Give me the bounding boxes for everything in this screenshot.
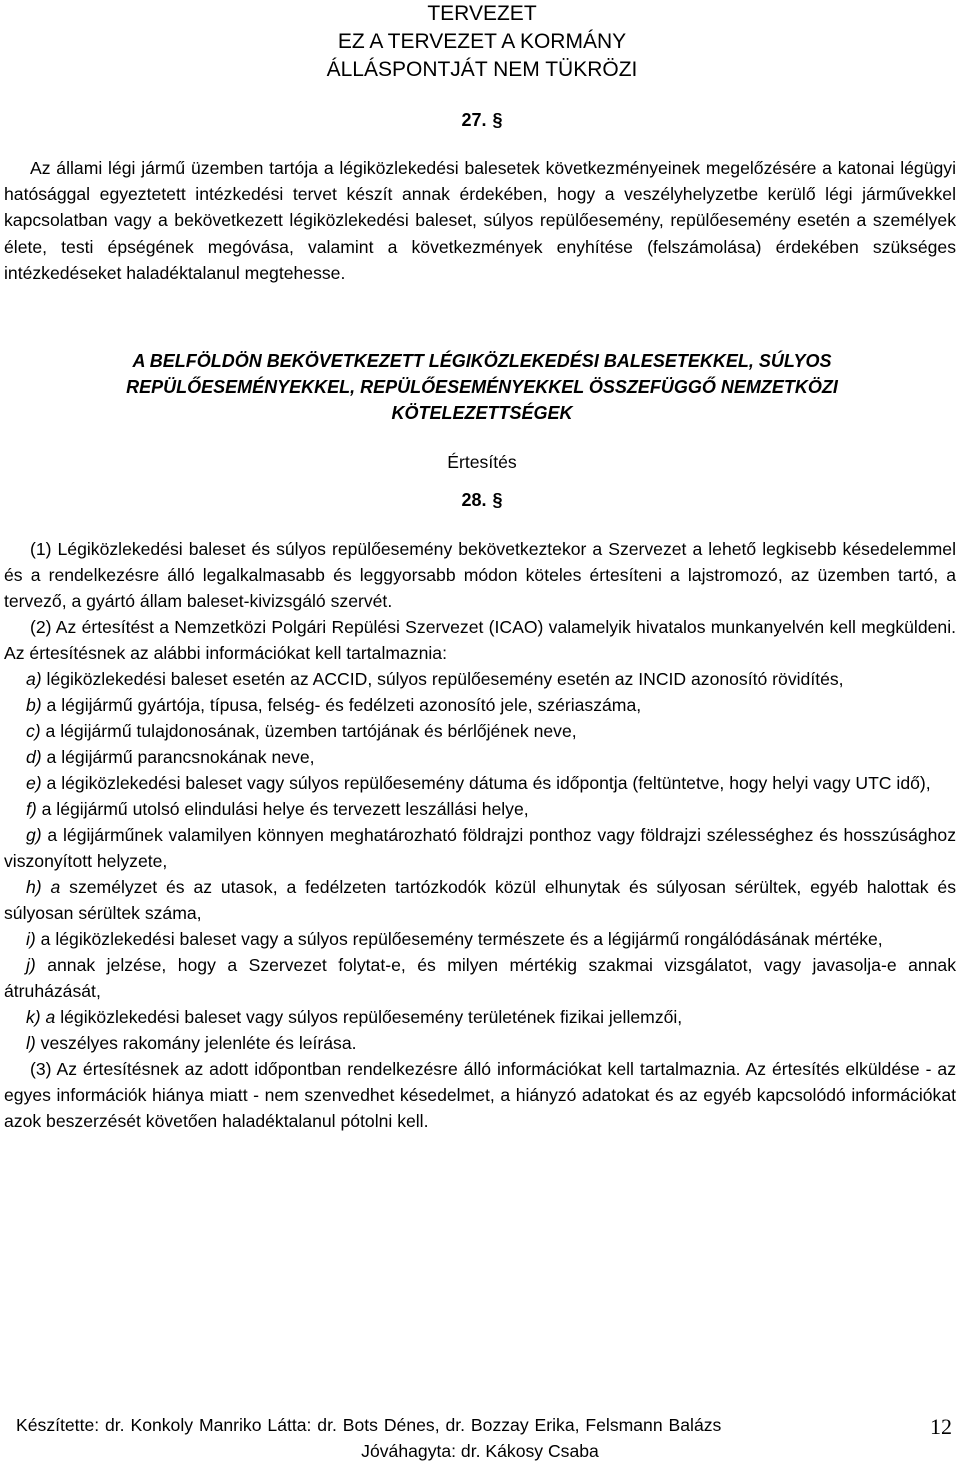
list-item (4, 926, 956, 952)
list-item-text: veszélyes rakomány jelenléte és leírása. (35, 1033, 357, 1054)
list-item (4, 796, 956, 822)
page-number: 12 (930, 1414, 952, 1439)
subtitle-notification: Értesítés (447, 452, 517, 473)
list-item (4, 692, 956, 718)
list-item-text: légiközlekedési baleset vagy súlyos repülőesemény területének fizikai jellemzői, (55, 1007, 683, 1028)
list-item (4, 744, 956, 770)
section-28-body (4, 536, 956, 1134)
paragraph-1: (1) Légiközlekedési baleset és súlyos repülőesemény bekövetkeztekor a Szervezet a lehető legkisebb késedelemmel és a rendelkezésre álló legalkalmasabb és leggyorsabb módon köteles értesíteni a lajstromozó, az üzemben tartó, a tervező, a gyártó állam baleset-kivizsgáló szervét. (4, 539, 956, 612)
draft-header-line: TERVEZET (427, 2, 537, 25)
list-item-text: légiközlekedési baleset esetén az ACCID, súlyos repülőesemény esetén az INCID azonosító rövidítés, (41, 669, 844, 690)
chapter-title-line: KÖTELEZETTSÉGEK (391, 403, 573, 424)
list-item-text: a légijármű tulajdonosának, üzemben tartójának és bérlőjének neve, (40, 721, 577, 742)
list-item-letter: b) (26, 695, 42, 716)
chapter-title-line: REPÜLŐESEMÉNYEKKEL, REPÜLŐESEMÉNYEKKEL ÖSSZEFÜGGŐ NEMZETKÖZI (126, 377, 838, 398)
list-item-text: a légijármű utolsó elindulási helye és tervezett leszállási helye, (36, 799, 529, 820)
list-item-text: a légiközlekedési baleset vagy a súlyos repülőesemény természete és a légijármű rongálódásának mértéke, (35, 929, 883, 950)
list-item-letter: i) (26, 929, 36, 950)
list-item (4, 1030, 956, 1056)
draft-header (4, 0, 960, 84)
list-item-text: a légiközlekedési baleset vagy súlyos repülőesemény dátuma és időpontja (feltüntetve, hogy helyi vagy UTC idő), (41, 773, 931, 794)
section-27-paragraph: Az állami légi jármű üzemben tartója a légiközlekedési balesetek következményeinek megelőzésére a katonai légügyi hatósággal egyeztetett intézkedési tervet készít annak érdekében, hogy a veszélyhelyzetbe kerülő légi járművekkel kapcsolatban vagy a bekövetkezett légiközlekedési baleset, súlyos repülőesemény, repülőesemény esetén a személyek élete, testi épségének megóvása, valamint a következmények enyhítése (felszámolása) érdekében szükséges intézkedéseket haladéktalanul megtehesse. (4, 158, 956, 283)
list-item-letter: a) (26, 669, 42, 690)
section-27-heading (4, 110, 960, 134)
footer-approver: Jóváhagyta: dr. Kákosy Csaba (361, 1441, 599, 1461)
list-item-letter: e) (26, 773, 42, 794)
list-item-text: a légijárműnek valamilyen könnyen meghatározható földrajzi ponthoz vagy földrajzi szélességhez és hosszúsághoz viszonyított helyzete, (4, 825, 956, 872)
item-list (4, 666, 956, 1056)
list-item-letter: d) (26, 747, 42, 768)
footer-authors: Készítette: dr. Konkoly Manriko Látta: dr. Bots Dénes, dr. Bozzay Erika, Felsmann Balázs (16, 1415, 722, 1435)
list-item-letter: k) a (26, 1007, 56, 1028)
list-item (4, 666, 956, 692)
list-item (4, 1004, 956, 1030)
list-item-letter: g) (26, 825, 42, 846)
list-item-text: annak jelzése, hogy a Szervezet folytat-e, és milyen mértékig szakmai vizsgálatot, vagy javasolja-e annak átruházását, (4, 955, 956, 1002)
list-item (4, 770, 956, 796)
list-item-text: a légijármű parancsnokának neve, (41, 747, 315, 768)
list-item-letter: j) (26, 955, 36, 976)
list-item (4, 822, 956, 874)
chapter-title (4, 348, 960, 426)
chapter-title-line: A BELFÖLDÖN BEKÖVETKEZETT LÉGIKÖZLEKEDÉSI BALESETEKKEL, SÚLYOS (132, 351, 832, 372)
section-sign: § (492, 490, 503, 511)
section-number: 28. (461, 490, 487, 511)
list-item (4, 718, 956, 744)
draft-header-line: ÁLLÁSPONTJÁT NEM TÜKRÖZI (326, 58, 638, 81)
list-item-letter: c) (26, 721, 41, 742)
section-sign: § (492, 110, 503, 130)
list-item-text: a légijármű gyártója, típusa, felség- és fedélzeti azonosító jele, szériaszáma, (41, 695, 642, 716)
list-item (4, 952, 956, 1004)
list-item-text: személyzet és az utasok, a fedélzeten tartózkodók közül elhunytak és súlyosan sérültek, egyéb halottak és súlyosan sérültek száma, (4, 877, 956, 924)
list-item-letter: f) (26, 799, 37, 820)
section-28-heading (4, 490, 960, 514)
paragraph-3: (3) Az értesítésnek az adott időpontban rendelkezésre álló információkat kell tartalmaznia. Az értesítés elküldése - az egyes információk hiánya miatt - nem szenvedhet késedelmet, a hiányzó adatokat és az egyéb kapcsolódó információkat azok beszerzését követően haladéktalanul pótolni kell. (4, 1059, 956, 1132)
draft-header-line: EZ A TERVEZET A KORMÁNY (337, 30, 627, 53)
document-page (4, 0, 960, 1134)
list-item-letter: h) a (26, 877, 61, 898)
list-item-letter: l) (26, 1033, 36, 1054)
paragraph-2: (2) Az értesítést a Nemzetközi Polgári Repülési Szervezet (ICAO) valamelyik hivatalos munkanyelvén kell megküldeni. Az értesítésnek az alábbi információkat kell tartalmaznia: (4, 617, 956, 664)
section-number: 27. (461, 110, 487, 130)
list-item (4, 874, 956, 926)
